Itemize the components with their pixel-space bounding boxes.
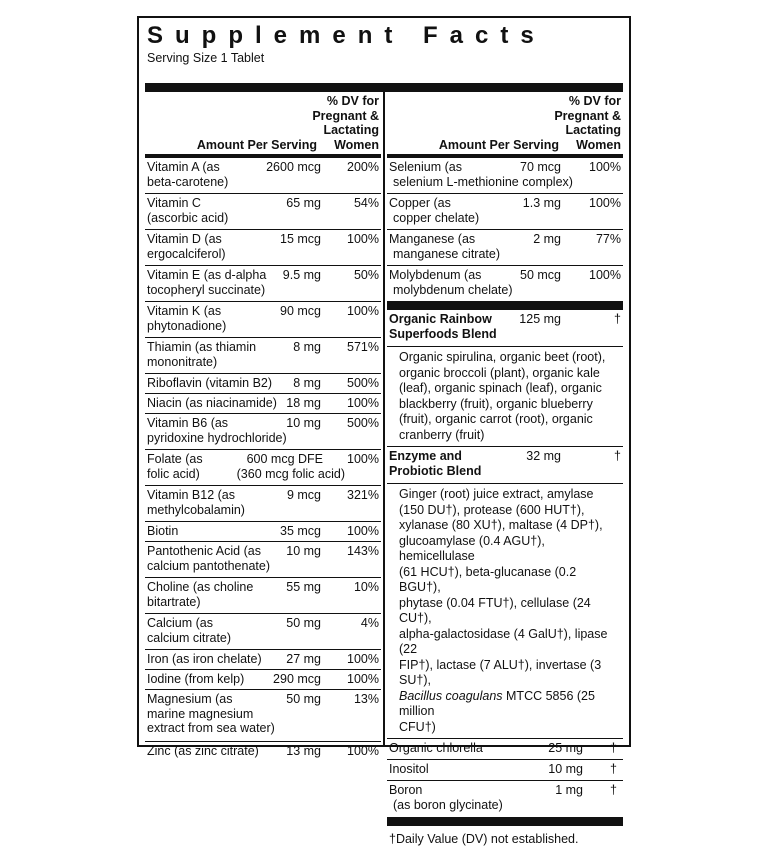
nutrient-amount: 2600 mcg: [266, 160, 321, 174]
nutrient-dv: 100%: [589, 268, 621, 282]
nutrient-dv: 100%: [347, 652, 379, 666]
nutrient-amount: 50 mg: [286, 616, 321, 630]
nutrient-dv: 100%: [347, 744, 379, 758]
nutrient-amount: 13 mg: [286, 744, 321, 758]
blend-dv: †: [614, 449, 621, 463]
nutrient-amount: 9 mcg: [286, 488, 321, 502]
nutrient-name: Vitamin A (as beta-carotene): [147, 160, 229, 189]
nutrient-name: Choline (as choline bitartrate): [147, 580, 254, 609]
nutrient-amount-detail: (360 mcg folic acid): [236, 467, 345, 481]
nutrient-row: [387, 230, 623, 266]
nutrient-row: [145, 578, 381, 614]
nutrient-row: [145, 414, 381, 450]
nutrient-dv: 571%: [347, 340, 379, 354]
nutrient-row: [145, 542, 381, 578]
nutrient-name: Calcium (as calcium citrate): [147, 616, 232, 645]
amount-heading: Amount Per Serving: [438, 138, 559, 152]
nutrient-dv: †: [610, 762, 617, 776]
nutrient-dv: 321%: [347, 488, 379, 502]
nutrient-amount: 90 mcg: [280, 304, 321, 318]
nutrient-dv: 4%: [360, 616, 379, 630]
nutrient-name: Vitamin B6 (as pyridoxine hydrochloride): [147, 416, 287, 445]
nutrient-name: Vitamin D (as ergocalciferol): [147, 232, 226, 261]
nutrient-row: [145, 486, 381, 522]
header-bar: [145, 83, 623, 92]
nutrient-row: [145, 522, 381, 542]
nutrient-amount: 9.5 mg: [282, 268, 321, 282]
nutrient-row: [145, 338, 381, 374]
nutrient-row: [145, 266, 381, 302]
nutrient-amount: 8 mg: [293, 376, 321, 390]
nutrient-dv: 100%: [347, 672, 379, 686]
nutrient-dv: 54%: [353, 196, 379, 210]
nutrient-row: [145, 374, 381, 394]
nutrient-name: Manganese (as manganese citrate): [389, 232, 501, 261]
nutrient-row: [387, 158, 623, 194]
nutrient-name: Vitamin B12 (as methylcobalamin): [147, 488, 245, 517]
nutrient-name: Vitamin K (as phytonadione): [147, 304, 227, 333]
nutrient-dv: 77%: [595, 232, 621, 246]
nutrient-dv: 100%: [589, 160, 621, 174]
nutrient-name: Zinc (as zinc citrate): [147, 744, 259, 758]
nutrient-row: [387, 781, 623, 817]
nutrient-amount: 15 mcg: [280, 232, 321, 246]
left-column-header: [145, 92, 381, 154]
nutrient-amount: 1 mg: [555, 783, 583, 797]
nutrient-row: [145, 650, 381, 670]
nutrient-amount: 25 mg: [548, 741, 583, 755]
nutrient-dv: †: [610, 741, 617, 755]
nutrient-name: Pantothenic Acid (as calcium pantothenate): [147, 544, 270, 573]
nutrient-row: [145, 394, 381, 414]
nutrient-name: Thiamin (as thiamin mononitrate): [147, 340, 257, 369]
nutrient-row: [145, 158, 381, 194]
nutrient-amount: 10 mg: [286, 416, 321, 430]
nutrient-amount: 10 mg: [286, 544, 321, 558]
blend-ingredients: Ginger (root) juice extract, amylase (150 DU†), protease (600 HUT†), xylanase (80 XU†), maltase (4 DP†), glucoamylase (0.4 AGU†), hemicellulase (61 HCU†), beta-glucanase (0.2 BGU†), phytase (0.04 FTU†), cellulase (24 CU†), alpha-galactosidase (4 GalU†), lipase (22 FIP†), lactase (7 ALU†), invertase (3 SU†), Bacillus coagulans MTCC 5856 (25 million CFU†): [387, 484, 623, 739]
nutrient-row: [145, 230, 381, 266]
nutrient-dv: 50%: [353, 268, 379, 282]
nutrient-row: [145, 670, 381, 690]
nutrient-row: [145, 450, 381, 486]
nutrient-name: Molybdenum (as molybdenum chelate): [389, 268, 513, 297]
blend-ingredients: Organic spirulina, organic beet (root), organic broccoli (plant), organic kale (leaf), organic spinach (leaf), organic blackberry (fruit), organic blueberry (fruit), organic carrot (root), organic cranberry (fruit): [387, 347, 623, 447]
serving-size: Serving Size 1 Tablet: [147, 51, 265, 65]
nutrient-row: [145, 194, 381, 230]
blend-row: [387, 310, 623, 347]
probiotic-name: Bacillus coagulans: [399, 688, 503, 703]
nutrient-amount: 50 mg: [286, 692, 321, 706]
nutrient-name: Iodine (from kelp): [147, 672, 245, 686]
blend-name: Enzyme and Probiotic Blend: [389, 449, 482, 478]
nutrient-dv: 13%: [353, 692, 379, 706]
nutrient-amount: 10 mg: [548, 762, 583, 776]
blend-dv: †: [614, 312, 621, 326]
nutrient-name: Selenium (as selenium L-methionine complex): [389, 160, 573, 189]
nutrient-amount: 2 mg: [533, 232, 561, 246]
nutrient-row: [145, 690, 381, 742]
nutrient-amount: 70 mcg: [520, 160, 561, 174]
nutrient-name: Niacin (as niacinamide): [147, 396, 277, 410]
nutrient-name: Boron (as boron glycinate): [389, 783, 503, 812]
amount-heading: Amount Per Serving: [196, 138, 317, 152]
nutrient-row: [387, 266, 623, 301]
nutrient-row: [387, 739, 623, 760]
nutrient-row: [387, 194, 623, 230]
nutrient-dv: 10%: [353, 580, 379, 594]
blend-amount: 32 mg: [526, 449, 561, 463]
nutrient-amount: 1.3 mg: [522, 196, 561, 210]
nutrient-name: Riboflavin (vitamin B2): [147, 376, 273, 390]
nutrient-amount: 27 mg: [286, 652, 321, 666]
nutrient-amount: 600 mcg DFE: [246, 452, 323, 466]
nutrient-name: Vitamin C (ascorbic acid): [147, 196, 229, 225]
right-column-header: [387, 92, 623, 154]
nutrient-amount: 18 mg: [286, 396, 321, 410]
blend-amount: 125 mg: [519, 312, 561, 326]
footnote: †Daily Value (DV) not established.: [389, 832, 579, 846]
blend-row: [387, 447, 623, 484]
nutrient-amount: 65 mg: [286, 196, 321, 210]
nutrient-dv: †: [610, 783, 617, 797]
dv-heading: % DV for Pregnant & Lactating Women: [554, 94, 621, 152]
nutrient-dv: 200%: [347, 160, 379, 174]
nutrient-name: Iron (as iron chelate): [147, 652, 262, 666]
nutrient-row: [145, 302, 381, 338]
nutrient-name: Folate (as folic acid): [147, 452, 203, 481]
blend-name: Organic Rainbow Superfoods Blend: [389, 312, 497, 341]
left-column: [145, 92, 381, 762]
nutrient-amount: 8 mg: [293, 340, 321, 354]
nutrient-dv: 500%: [347, 416, 379, 430]
column-divider: [383, 92, 385, 746]
nutrient-name: Magnesium (as marine magnesium extract from sea water): [147, 692, 275, 735]
nutrient-row: [387, 760, 623, 781]
nutrient-dv: 100%: [589, 196, 621, 210]
nutrient-amount: 50 mcg: [520, 268, 561, 282]
nutrient-dv: 143%: [347, 544, 379, 558]
nutrient-dv: 100%: [347, 304, 379, 318]
nutrient-name: Copper (as copper chelate): [389, 196, 480, 225]
nutrient-name: Inositol: [389, 762, 429, 776]
nutrient-dv: 100%: [347, 452, 379, 466]
nutrient-amount: 290 mcg: [273, 672, 321, 686]
section-bar: [387, 301, 623, 310]
dv-heading: % DV for Pregnant & Lactating Women: [312, 94, 379, 152]
nutrient-name: Vitamin E (as d-alpha tocopheryl succinate): [147, 268, 267, 297]
right-column: [387, 92, 623, 852]
nutrient-dv: 100%: [347, 232, 379, 246]
nutrient-dv: 500%: [347, 376, 379, 390]
footer-bar: [387, 817, 623, 826]
nutrient-amount: 55 mg: [286, 580, 321, 594]
nutrient-dv: 100%: [347, 524, 379, 538]
nutrient-name: Biotin: [147, 524, 179, 538]
nutrient-name: Organic chlorella: [389, 741, 483, 755]
supplement-facts-panel: [137, 16, 631, 846]
panel-title: Supplement Facts: [147, 22, 546, 49]
nutrient-row: [145, 742, 381, 762]
nutrient-row: [145, 614, 381, 650]
nutrient-dv: 100%: [347, 396, 379, 410]
nutrient-amount: 35 mcg: [280, 524, 321, 538]
